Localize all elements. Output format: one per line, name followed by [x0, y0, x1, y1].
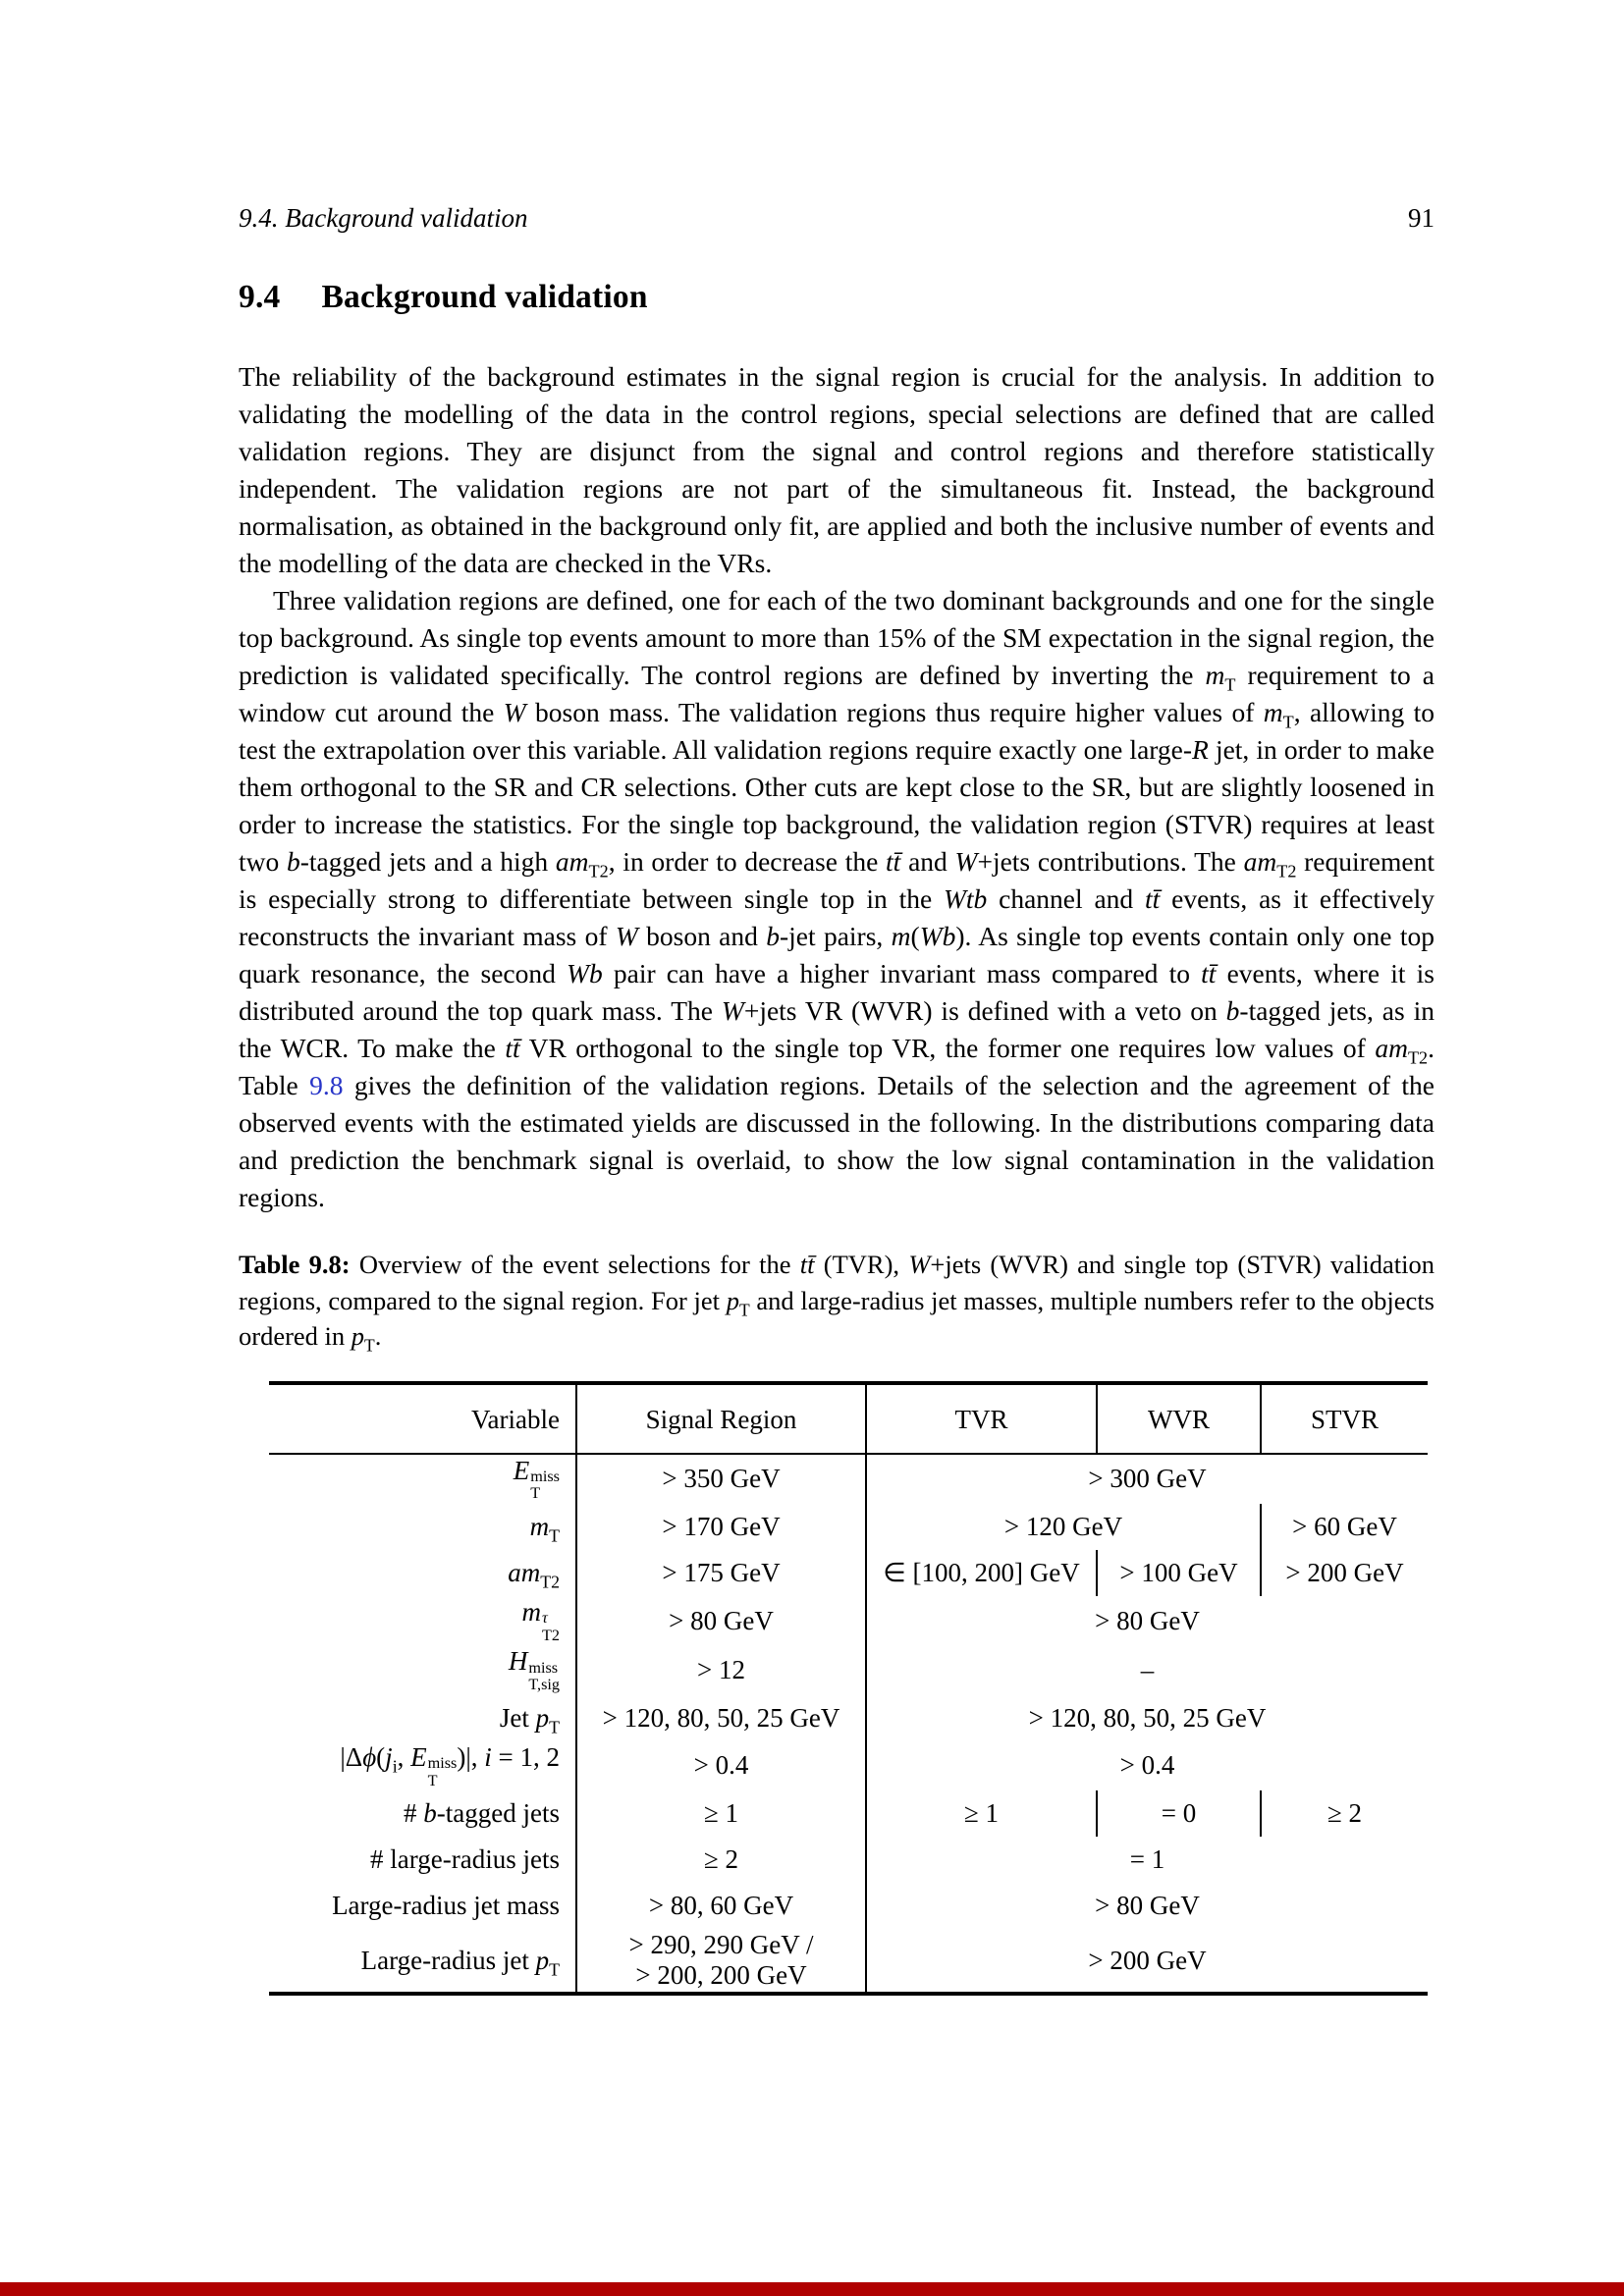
variable-label: Large-radius jet mass: [332, 1891, 560, 1921]
table-cell: > 0.4: [866, 1741, 1428, 1790]
table-cell: ≥ 2: [576, 1837, 866, 1883]
variable-label: $|\Delta\phi(j_i$, E miss T )|, i = 1, 2: [340, 1741, 560, 1789]
running-header-title: 9.4. Background validation: [239, 203, 528, 233]
table-cell: = 1: [866, 1837, 1428, 1883]
table-ref-link[interactable]: 9.8: [309, 1070, 344, 1100]
table-cell: > 80 GeV: [866, 1596, 1428, 1645]
variable-label: Large-radius jet $p_T$: [360, 1945, 560, 1979]
table-row: [269, 1454, 1428, 1504]
table-cell: > 12: [576, 1645, 866, 1694]
table-cell: ≥ 1: [866, 1790, 1097, 1837]
variable-label: $m_T$: [529, 1511, 560, 1546]
table-cell: > 0.4: [576, 1741, 866, 1790]
column-header-wvr: WVR: [1097, 1383, 1261, 1454]
table-cell: > 80 GeV: [576, 1596, 866, 1645]
running-header: [239, 202, 1435, 234]
table-cell: > 120 GeV: [866, 1504, 1261, 1550]
variable-label: m τ T2: [521, 1596, 560, 1644]
paragraph-2: Three validation regions are defined, one for each of the two dominant backgrounds and one for the single top background. As single top events amount to more than 15% of the SM expectation in the signal region, the prediction is validated specifically. The control regions are defined by inverting the $m_T$ requirement to a window cut around the W boson mass. The validation regions thus require higher values of $m_T$, allowing to test the extrapolation over this variable. All validation regions require exactly one large-R jet, in order to make them orthogonal to the SR and CR selections. Other cuts are kept close to the SR, but are slightly loosened in order to increase the statistics. For the single top background, the validation region (STVR) requires at least two b-tagged jets and a high $am_{T2}$, in order to decrease the tt̄ and W+jets contributions. The $am_{T2}$ requirement is especially strong to differentiate between single top in the Wtb channel and tt̄ events, as it effectively reconstructs the invariant mass of W boson and b-jet pairs, m(Wb). As single top events contain only one top quark resonance, the second Wb pair can have a higher invariant mass compared to tt̄ events, where it is distributed around the top quark mass. The W+jets VR (WVR) is defined with a veto on b-tagged jets, as in the WCR. To make the tt̄ VR orthogonal to the single top VR, the former one requires low values of $am_{T2}$. Table 9.8 gives the definition of the validation regions. Details of the selection and the agreement of the observed events with the estimated yields are discussed in the following. In the distributions comparing data and prediction the benchmark signal is overlaid, to show the low signal contamination in the validation regions.: [239, 585, 1435, 1212]
table-cell: –: [866, 1645, 1428, 1694]
table-cell: = 0: [1097, 1790, 1261, 1837]
footer-color-bar: [0, 2282, 1624, 2296]
table-cell: ≥ 2: [1261, 1790, 1428, 1837]
table-row: [269, 1504, 1428, 1550]
page-number: 91: [1408, 203, 1435, 233]
column-header-variable: Variable: [471, 1404, 560, 1434]
table-header-row: [269, 1383, 1428, 1454]
table-row: [269, 1645, 1428, 1694]
selections-table: [269, 1381, 1428, 1997]
table-cell: ∈ [100, 200] GeV: [866, 1550, 1097, 1596]
table-cell: > 300 GeV: [866, 1454, 1428, 1504]
table-row: [269, 1929, 1428, 1994]
paragraph-1: The reliability of the background estimates in the signal region is crucial for the analysis. In addition to validating the modelling of the data in the control regions, special selections are defined that are called validation regions. They are disjunct from the signal and control regions and therefore statistically independent. The validation regions are not part of the simultaneous fit. Instead, the background normalisation, as obtained in the background only fit, are applied and both the inclusive number of events and the modelling of the data are checked in the VRs.: [239, 361, 1435, 578]
table-cell: ≥ 1: [576, 1790, 866, 1837]
table-cell: > 200 GeV: [866, 1929, 1428, 1994]
table-row: [269, 1837, 1428, 1883]
table-row: [269, 1550, 1428, 1596]
column-header-signal-region: Signal Region: [576, 1383, 866, 1454]
table-cell: > 100 GeV: [1097, 1550, 1261, 1596]
table-cell: > 200 GeV: [1261, 1550, 1428, 1596]
table-cell: > 120, 80, 50, 25 GeV: [576, 1695, 866, 1741]
table-row: [269, 1883, 1428, 1929]
table-row: [269, 1741, 1428, 1790]
body-text: [239, 358, 1435, 1216]
table-cell: > 175 GeV: [576, 1550, 866, 1596]
variable-label: $am_{T2}$: [508, 1557, 560, 1592]
table-cell: > 60 GeV: [1261, 1504, 1428, 1550]
table-cell: > 80, 60 GeV: [576, 1883, 866, 1929]
table-cell: > 80 GeV: [866, 1883, 1428, 1929]
text-column: [239, 202, 1435, 1996]
variable-label: H miss T,sig: [508, 1646, 560, 1694]
table-row: [269, 1695, 1428, 1741]
variable-label: # large-radius jets: [370, 1844, 560, 1875]
column-header-stvr: STVR: [1261, 1383, 1428, 1454]
section-title: Background validation: [321, 279, 648, 315]
section-number: 9.4: [239, 279, 281, 315]
variable-label: # b-tagged jets: [404, 1798, 560, 1829]
table-row: [269, 1790, 1428, 1837]
section-heading: [239, 279, 1435, 316]
table-cell: > 350 GeV: [576, 1454, 866, 1504]
variable-label: Jet $p_T$: [499, 1702, 560, 1737]
table-caption: Table 9.8: Overview of the event selections for the tt̄ (TVR), W+jets (WVR) and single top (STVR) validation regions, compared to the signal region. For jet $p_T$ and large-radius jet masses, multiple numbers refer to the objects ordered in $p_T$.: [239, 1250, 1435, 1356]
table-cell: > 290, 290 GeV / > 200, 200 GeV: [576, 1929, 866, 1994]
table-cell: > 120, 80, 50, 25 GeV: [866, 1695, 1428, 1741]
table-row: [269, 1596, 1428, 1645]
variable-label: E miss T: [513, 1455, 560, 1503]
column-header-tvr: TVR: [866, 1383, 1097, 1454]
table-cell: > 170 GeV: [576, 1504, 866, 1550]
